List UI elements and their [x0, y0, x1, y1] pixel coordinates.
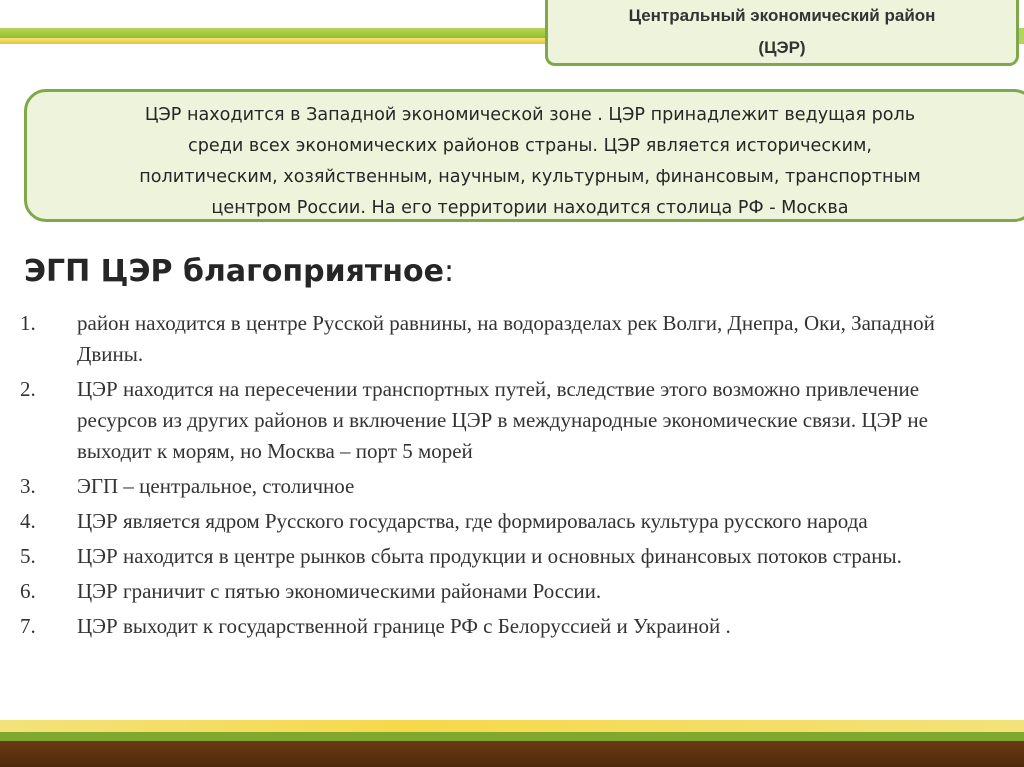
bottom-green-band: [0, 732, 1024, 741]
list-item-text: ЦЭР граничит с пятью экономическими районами России.: [77, 579, 602, 603]
list-item-number: 2.: [20, 377, 36, 401]
bottom-yellow-band: [0, 720, 1024, 732]
list-item-text: ЦЭР является ядром Русского государства, где формировалась культура русского народа: [77, 509, 868, 533]
reasons-list: [20, 308, 980, 646]
intro-text-box: [24, 89, 1024, 222]
list-item: [20, 471, 980, 502]
list-item: [20, 308, 980, 370]
list-item-number: 5.: [20, 544, 36, 568]
list-item-text: район находится в центре Русской равнины, на водоразделах рек Волги, Днепра, Оки, Западной Двины.: [77, 311, 935, 366]
slide-title-line1: Центральный экономический район: [628, 5, 936, 25]
slide-title-box: [545, 0, 1019, 66]
list-item-number: 1.: [20, 311, 36, 335]
list-item-number: 4.: [20, 509, 36, 533]
intro-line: ЦЭР находится в Западной экономической зоне . ЦЭР принадлежит ведущая роль: [144, 105, 916, 125]
top-green-stripe: [0, 28, 560, 38]
intro-line: центром России. На его территории находится столица РФ - Москва: [211, 198, 849, 218]
list-item-text: ЦЭР выходит к государственной границе РФ с Белоруссией и Украиной .: [77, 614, 731, 638]
list-item-number: 6.: [20, 579, 36, 603]
list-item: [20, 374, 980, 467]
list-item-number: 3.: [20, 474, 36, 498]
list-item: [20, 541, 980, 572]
intro-line: политическим, хозяйственным, научным, культурным, финансовым, транспортным: [139, 167, 921, 187]
list-item-text: ЦЭР находится в центре рынков сбыта продукции и основных финансовых потоков страны.: [77, 544, 902, 568]
section-heading: [24, 252, 924, 292]
list-item-number: 7.: [20, 614, 36, 638]
slide-title-line2: (ЦЭР): [758, 37, 806, 57]
list-item: [20, 506, 980, 537]
top-yellow-stripe: [0, 38, 560, 44]
list-item-text: ЦЭР находится на пересечении транспортных путей, вследствие этого возможно привлечение ресурсов из других районов и включение ЦЭР в международные экономические связи. ЦЭР не выходит к морям, но Москва – порт 5 морей: [77, 377, 928, 463]
list-item: [20, 576, 980, 607]
list-item: [20, 611, 980, 642]
section-heading-colon: :: [443, 254, 455, 289]
bottom-brown-band: [0, 741, 1024, 767]
list-item-text: ЭГП – центральное, столичное: [77, 474, 355, 498]
intro-line: среди всех экономических районов страны. ЦЭР является историческим,: [188, 136, 872, 156]
section-heading-text: ЭГП ЦЭР благоприятное: [24, 254, 444, 289]
